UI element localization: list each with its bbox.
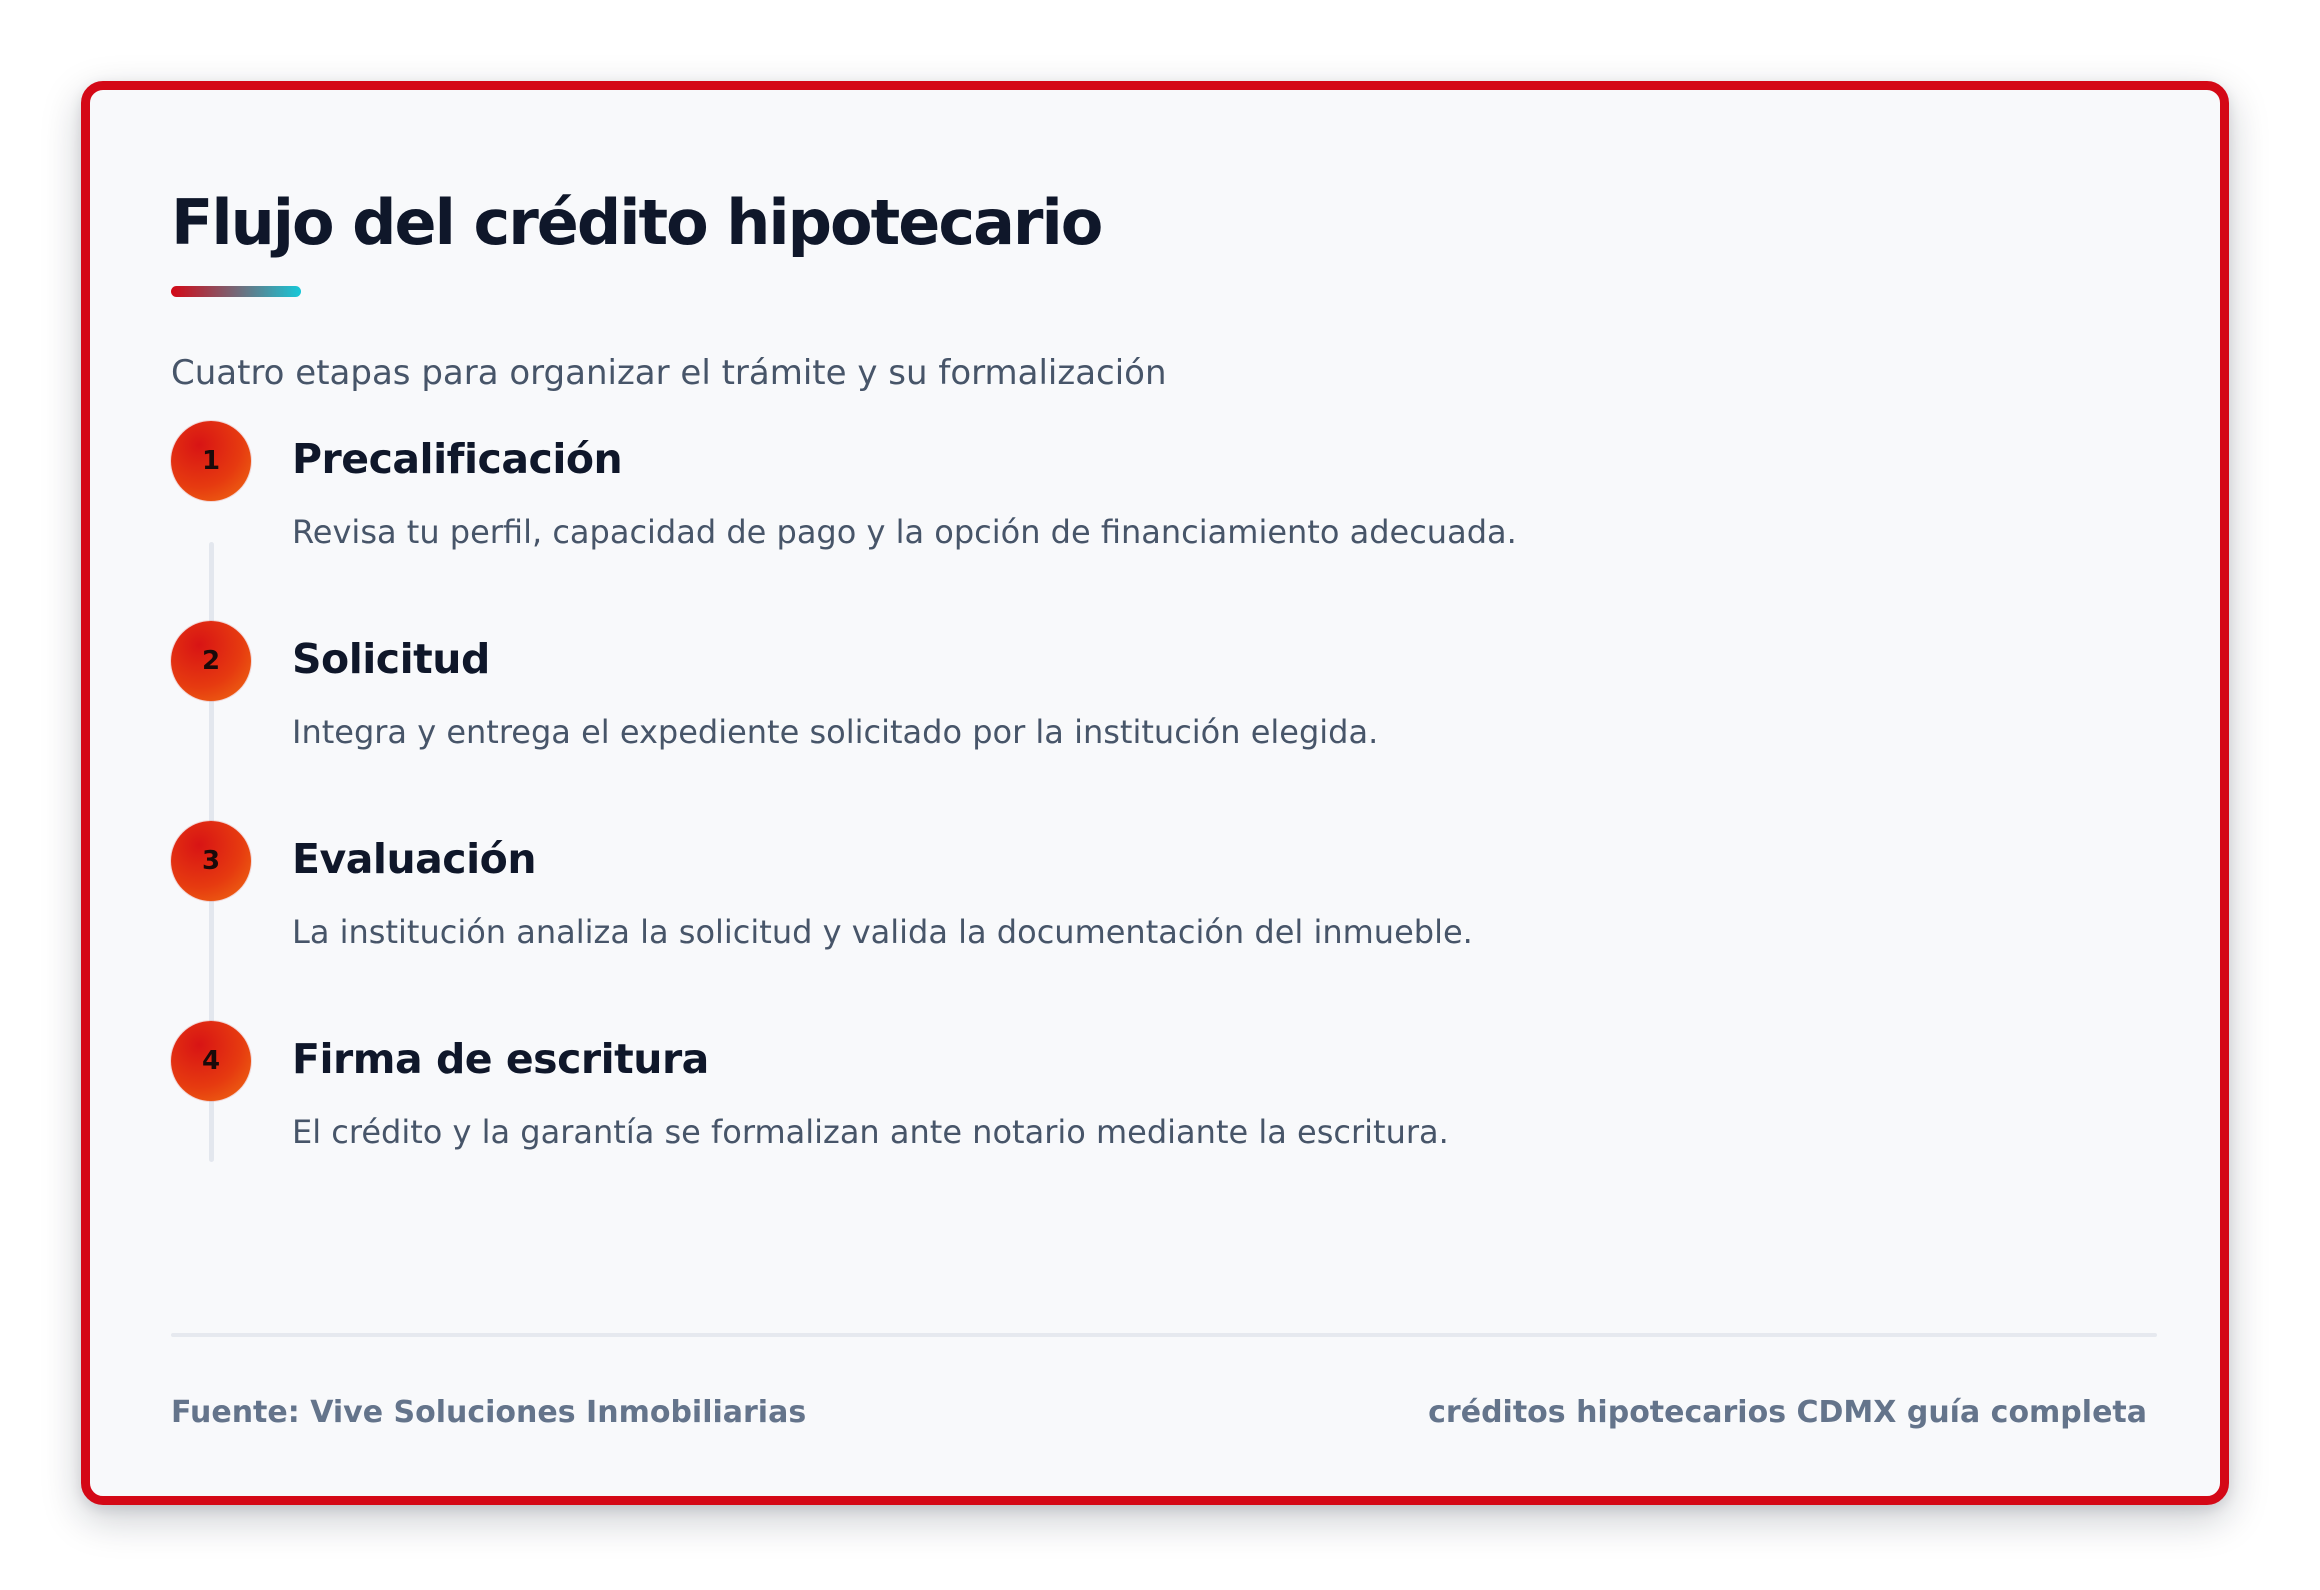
infographic-card (81, 81, 2229, 1505)
step-description: Integra y entrega el expediente solicitado por la institución elegida. (292, 713, 1379, 751)
step-description: Revisa tu perfil, capacidad de pago y la opción de financiamiento adecuada. (292, 513, 1517, 551)
footer-keywords: créditos hipotecarios CDMX guía completa (1428, 1395, 2147, 1430)
page-title: Flujo del crédito hipotecario (171, 186, 1102, 259)
step-solicitud (171, 621, 2071, 771)
step-title: Precalificación (292, 435, 623, 483)
page-subtitle: Cuatro etapas para organizar el trámite y su formalización (171, 353, 1167, 393)
footer-source: Fuente: Vive Soluciones Inmobiliarias (171, 1395, 807, 1430)
step-title: Firma de escritura (292, 1035, 709, 1083)
step-description: La institución analiza la solicitud y valida la documentación del inmueble. (292, 913, 1473, 951)
title-accent-underline (171, 286, 301, 297)
step-precalificacion (171, 421, 2071, 571)
step-number-badge: 1 (171, 421, 251, 501)
step-number-badge: 3 (171, 821, 251, 901)
step-number-badge: 2 (171, 621, 251, 701)
footer-divider (171, 1333, 2157, 1337)
step-title: Solicitud (292, 635, 490, 683)
step-firma-de-escritura (171, 1021, 2071, 1171)
step-number-badge: 4 (171, 1021, 251, 1101)
step-title: Evaluación (292, 835, 537, 883)
step-evaluacion (171, 821, 2071, 971)
step-description: El crédito y la garantía se formalizan ante notario mediante la escritura. (292, 1113, 1449, 1151)
